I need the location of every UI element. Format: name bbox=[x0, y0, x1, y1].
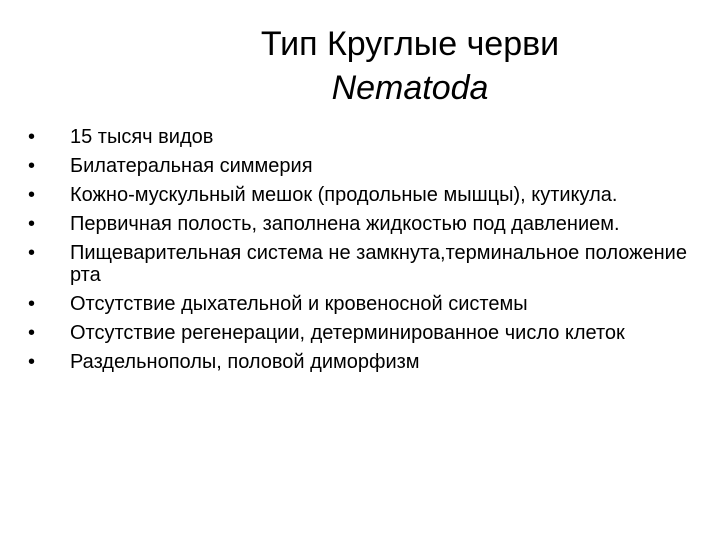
bullet-item bbox=[28, 126, 688, 148]
bullet-text: Раздельнополы, половой диморфизм bbox=[70, 351, 420, 373]
bullet-item bbox=[28, 293, 688, 315]
bullet-item bbox=[28, 322, 688, 344]
bullet-text: 15 тысяч видов bbox=[70, 126, 214, 148]
bullet-text: Первичная полость, заполнена жидкостью под давлением. bbox=[70, 213, 620, 235]
bullet-item bbox=[28, 213, 688, 235]
bullet-dot-icon: • bbox=[28, 126, 36, 148]
bullet-dot-icon: • bbox=[28, 322, 36, 344]
bullet-item bbox=[28, 184, 688, 206]
bullet-list bbox=[28, 126, 688, 380]
bullet-item bbox=[28, 351, 688, 373]
bullet-dot-icon: • bbox=[28, 213, 36, 235]
bullet-item bbox=[28, 155, 688, 177]
title-line-2-latin: Nematoda bbox=[331, 69, 489, 107]
title-line-1: Тип Круглые черви bbox=[260, 25, 560, 63]
bullet-text: Билатеральная симмерия bbox=[70, 155, 313, 177]
slide-title bbox=[140, 22, 680, 110]
bullet-dot-icon: • bbox=[28, 155, 36, 177]
bullet-text: Отсутствие регенерации, детерминированное число клеток bbox=[70, 322, 625, 344]
bullet-dot-icon: • bbox=[28, 293, 36, 315]
bullet-text: Кожно-мускульный мешок (продольные мышцы), кутикула. bbox=[70, 184, 618, 206]
bullet-item bbox=[28, 242, 688, 286]
bullet-dot-icon: • bbox=[28, 242, 36, 264]
bullet-text: Пищеварительная система не замкнута,терминальное положение рта bbox=[70, 242, 687, 286]
bullet-dot-icon: • bbox=[28, 351, 36, 373]
bullet-dot-icon: • bbox=[28, 184, 36, 206]
bullet-text: Отсутствие дыхательной и кровеносной системы bbox=[70, 293, 528, 315]
